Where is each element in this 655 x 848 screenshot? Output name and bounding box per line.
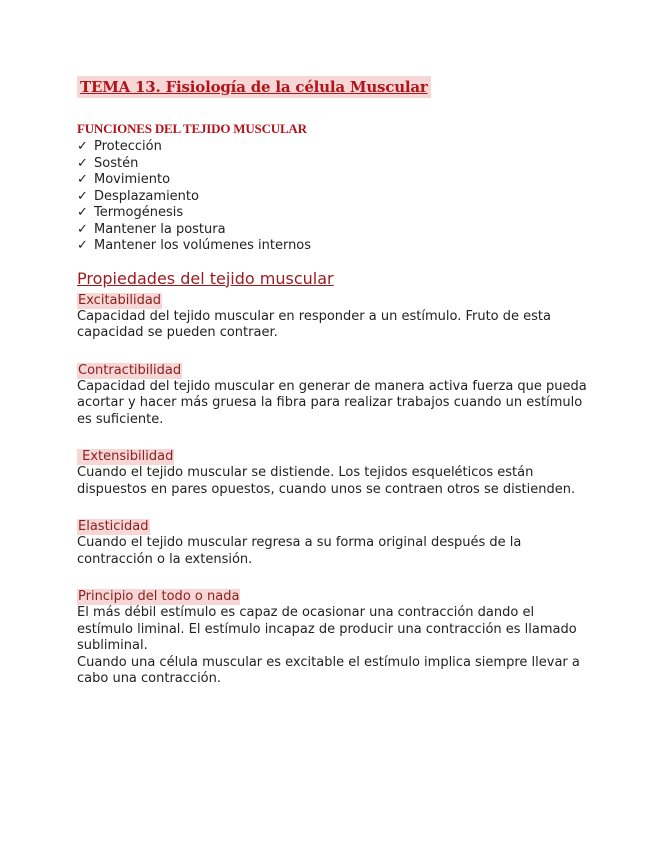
- property-todo-o-nada: [77, 585, 587, 688]
- property-contractibilidad: [77, 359, 587, 429]
- property-name: Extensibilidad: [78, 449, 174, 464]
- list-item: ✓ Protección: [77, 139, 162, 154]
- property-extensibilidad: [77, 445, 587, 498]
- check-icon: ✓: [77, 205, 88, 220]
- property-excitabilidad: [77, 289, 587, 342]
- check-icon: ✓: [77, 188, 88, 204]
- check-icon: ✓: [77, 139, 88, 154]
- check-icon: ✓: [77, 221, 88, 237]
- list-item: ✓ Sostén: [77, 155, 139, 171]
- list-item: ✓ Movimiento: [77, 172, 171, 187]
- check-icon: ✓: [77, 238, 88, 253]
- property-text: Cuando el tejido muscular regresa a su forma original después de la contracción o la extensión.: [77, 535, 522, 567]
- document-page: [77, 76, 587, 688]
- functions-list: [77, 139, 587, 255]
- property-text-continued: Cuando una célula muscular es excitable el estímulo implica siempre llevar a cabo una contracción.: [77, 654, 580, 686]
- document-title: TEMA 13. Fisiología de la célula Muscular: [77, 76, 431, 98]
- list-item: ✓ Mantener los volúmenes internos: [77, 238, 312, 253]
- property-text: Cuando el tejido muscular se distiende. Los tejidos esqueléticos están dispuestos en pares opuestos, cuando unos se contraen otros se distienden.: [77, 465, 576, 497]
- list-item: ✓ Mantener la postura: [77, 221, 226, 237]
- check-icon: ✓: [77, 155, 88, 171]
- property-name: Principio del todo o nada: [78, 589, 240, 604]
- properties-heading: Propiedades del tejido muscular: [77, 268, 334, 288]
- property-text: El más débil estímulo es capaz de ocasionar una contracción dando el estímulo liminal. El estímulo incapaz de producir una contracción es llamado subliminal.: [77, 605, 577, 653]
- property-text: Capacidad del tejido muscular en generar de manera activa fuerza que pueda acortar y hacer más gruesa la fibra para realizar trabajos cuando un estímulo es suficiente.: [77, 378, 587, 427]
- list-item: ✓ Desplazamiento: [77, 188, 199, 204]
- property-elasticidad: [77, 515, 587, 568]
- check-icon: ✓: [77, 172, 88, 187]
- property-name: Contractibilidad: [78, 362, 182, 378]
- property-text: Capacidad del tejido muscular en responder a un estímulo. Fruto de esta capacidad se pueden contraer.: [77, 308, 551, 340]
- list-item: ✓ Termogénesis: [77, 205, 184, 220]
- property-name: Excitabilidad: [78, 292, 162, 308]
- property-name: Elasticidad: [78, 519, 149, 534]
- functions-heading: FUNCIONES DEL TEJIDO MUSCULAR: [77, 121, 307, 136]
